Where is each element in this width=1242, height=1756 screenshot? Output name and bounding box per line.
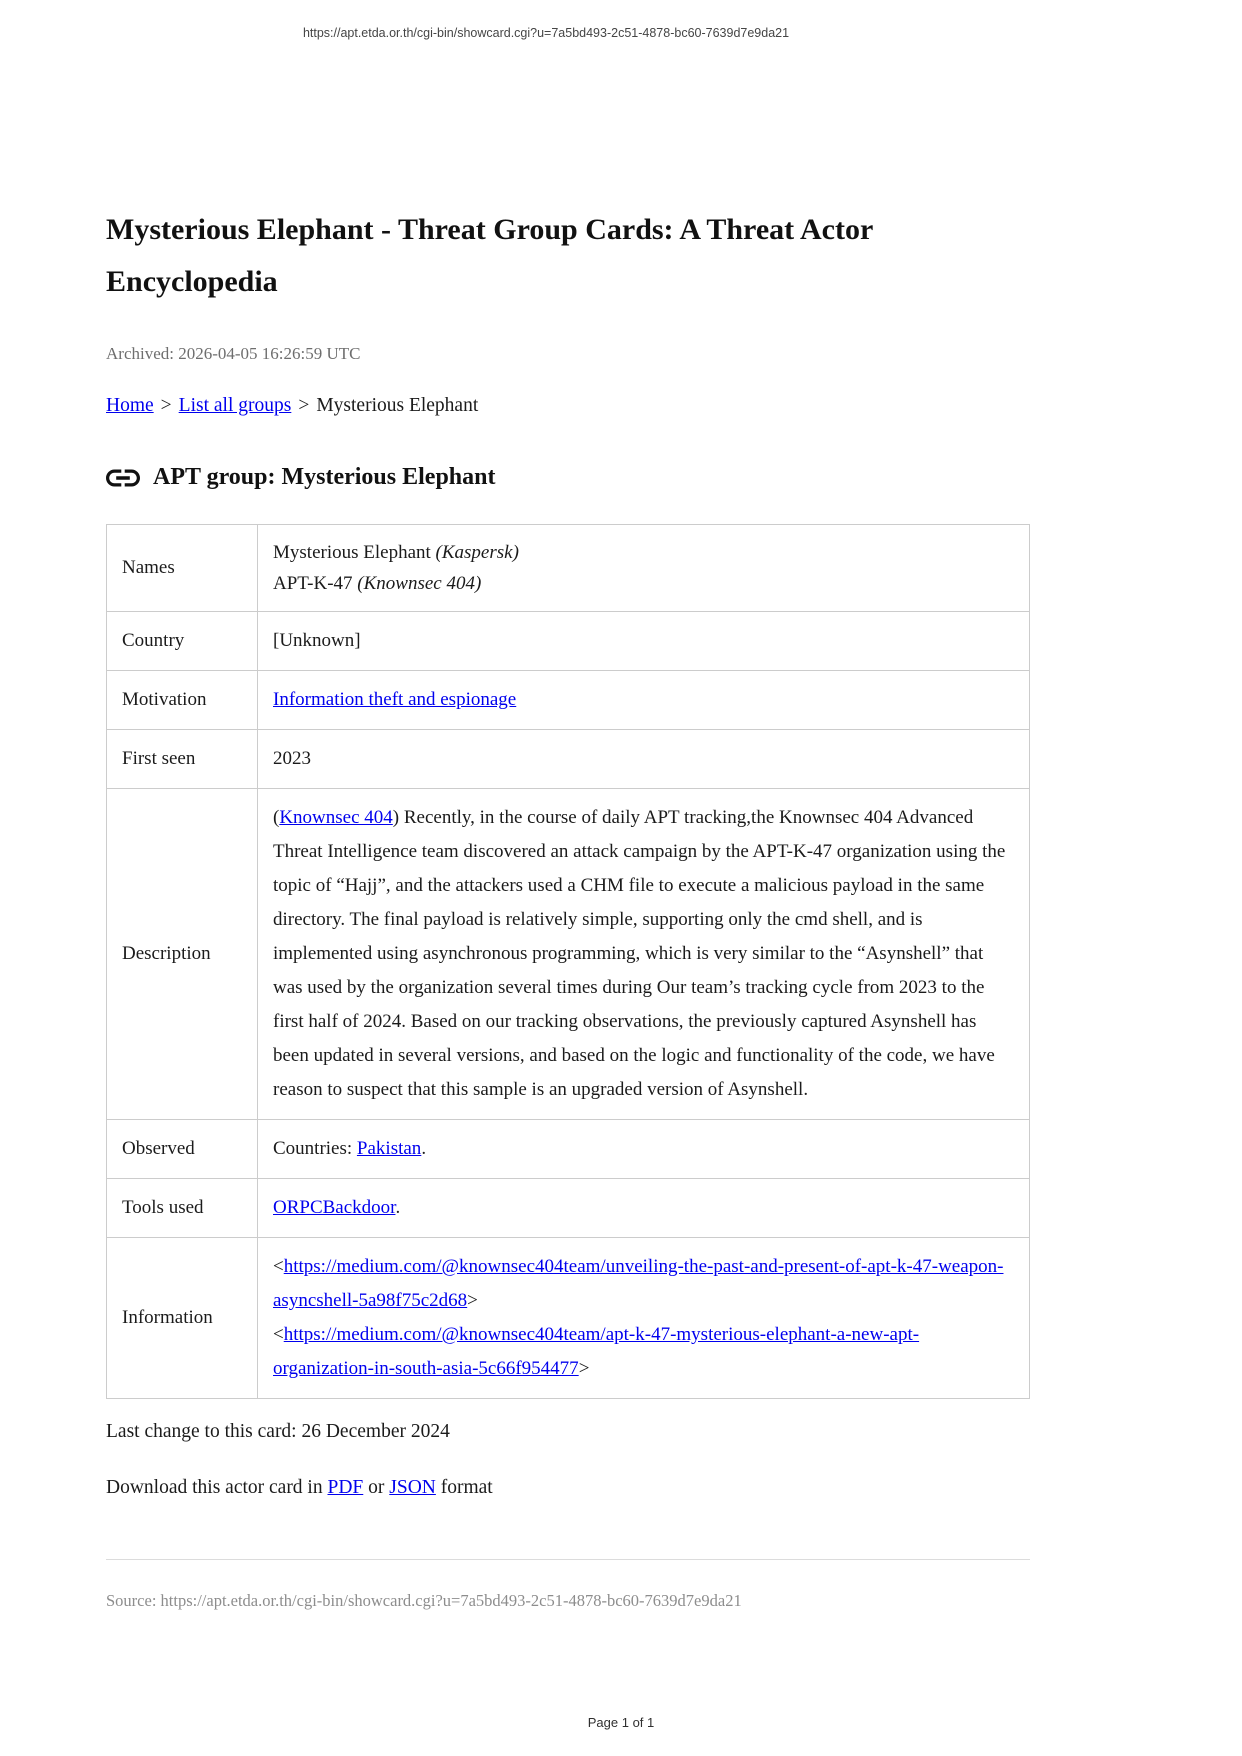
breadcrumb-home-link[interactable]: Home: [106, 395, 154, 416]
motivation-link[interactable]: Information theft and espionage: [273, 689, 517, 710]
actor-name: Mysterious Elephant: [273, 542, 431, 563]
table-row-information: [107, 1238, 1030, 1399]
tools-suffix: .: [395, 1197, 401, 1218]
table-row-description: [107, 789, 1030, 1120]
divider: [106, 1559, 1030, 1560]
actor-name-source: (Kaspersk): [435, 542, 519, 563]
row-label-information: Information: [107, 1238, 258, 1399]
actor-name-source: (Knownsec 404): [357, 573, 482, 594]
archived-timestamp: Archived: 2026-04-05 16:26:59 UTC: [106, 344, 361, 363]
information-link-2[interactable]: https://medium.com/@knownsec404team/apt-k-47-mysterious-elephant-a-new-apt-organization-in-south-asia-5c66f954477: [273, 1324, 920, 1379]
apt-group-heading-label: APT group: Mysterious Elephant: [153, 464, 496, 490]
table-row-observed: [107, 1120, 1030, 1179]
download-suffix: format: [435, 1477, 493, 1498]
information-link-line: [273, 1318, 1014, 1386]
information-link-1[interactable]: https://medium.com/@knownsec404team/unveiling-the-past-and-present-of-apt-k-47-weapon-asyncshell-5a98f75c2d68: [273, 1256, 1004, 1311]
row-label-observed: Observed: [107, 1120, 258, 1179]
download-prefix: Download this actor card in: [106, 1477, 328, 1498]
last-change-text: Last change to this card: 26 December 2024: [106, 1421, 450, 1442]
table-row-first-seen: [107, 730, 1030, 789]
source-text: Source: https://apt.etda.or.th/cgi-bin/showcard.cgi?u=7a5bd493-2c51-4878-bc60-7639d7e9da21: [106, 1591, 742, 1610]
breadcrumb-list-all-groups-link[interactable]: List all groups: [178, 395, 292, 416]
country-value: [Unknown]: [258, 612, 1030, 671]
observed-suffix: .: [421, 1138, 427, 1159]
angle-bracket-close: >: [578, 1358, 590, 1379]
download-middle: or: [363, 1477, 390, 1498]
first-seen-value: 2023: [258, 730, 1030, 789]
table-row-tools-used: [107, 1179, 1030, 1238]
page-title: Mysterious Elephant - Threat Group Cards: A Threat Actor Encyclopedia: [106, 213, 873, 298]
row-label-first-seen: First seen: [107, 730, 258, 789]
breadcrumb: [106, 395, 1030, 417]
row-label-names: Names: [107, 525, 258, 612]
actor-name: APT-K-47: [273, 573, 353, 594]
row-label-motivation: Motivation: [107, 671, 258, 730]
table-row-names: [107, 525, 1030, 612]
description-text: ) Recently, in the course of daily APT tracking,the Knownsec 404 Advanced Threat Intelligence team discovered an attack campaign by the APT-K-47 organization using the topic of “Hajj”, and the attackers used a CHM file to execute a malicious payload in the same directory. The final payload is relatively simple, supporting only the cmd shell, and is implemented using asynchronous programming, which is very similar to the “Asynshell” that was used by the organization several times during Our team’s tracking cycle from 2023 to the first half of 2024. Based on our tracking observations, the previously captured Asynshell has been updated in several versions, and based on the logic and functionality of the code, we have reason to suspect that this sample is an upgraded version of Asynshell.: [273, 807, 1006, 1100]
document-content: [106, 0, 1030, 1611]
description-open-paren: (: [273, 807, 280, 828]
row-label-country: Country: [107, 612, 258, 671]
information-value-cell: [258, 1238, 1030, 1399]
breadcrumb-current: Mysterious Elephant: [316, 395, 479, 416]
knownsec-404-link[interactable]: Knownsec 404: [279, 807, 393, 828]
orpcbackdoor-link[interactable]: ORPCBackdoor: [273, 1197, 396, 1218]
breadcrumb-separator: >: [298, 395, 310, 416]
observed-prefix: Countries:: [273, 1138, 357, 1159]
table-row-country: [107, 612, 1030, 671]
angle-bracket-open: <: [273, 1324, 284, 1345]
download-json-link[interactable]: JSON: [389, 1477, 436, 1498]
row-label-description: Description: [107, 789, 258, 1120]
name-entry: [273, 568, 1014, 599]
pdf-footer: [0, 1715, 1242, 1730]
link-icon[interactable]: [106, 469, 140, 487]
description-value-cell: [258, 789, 1030, 1120]
pakistan-link[interactable]: Pakistan: [356, 1138, 422, 1159]
tools-value-cell: [258, 1179, 1030, 1238]
information-link-line: [273, 1250, 1014, 1318]
observed-value-cell: [258, 1120, 1030, 1179]
table-row-motivation: [107, 671, 1030, 730]
threat-actor-card-table: [106, 524, 1030, 1399]
angle-bracket-close: >: [467, 1290, 478, 1311]
names-value-cell: [258, 525, 1030, 612]
download-line: [106, 1477, 1030, 1499]
page-number: Page 1 of 1: [587, 1715, 655, 1730]
header-url: https://apt.etda.or.th/cgi-bin/showcard.cgi?u=7a5bd493-2c51-4878-bc60-7639d7e9da21: [302, 26, 790, 40]
angle-bracket-open: <: [273, 1256, 284, 1277]
breadcrumb-separator: >: [160, 395, 172, 416]
motivation-value-cell: [258, 671, 1030, 730]
row-label-tools-used: Tools used: [107, 1179, 258, 1238]
download-pdf-link[interactable]: PDF: [327, 1477, 364, 1498]
name-entry: [273, 537, 1014, 568]
apt-group-heading: [106, 464, 1030, 491]
